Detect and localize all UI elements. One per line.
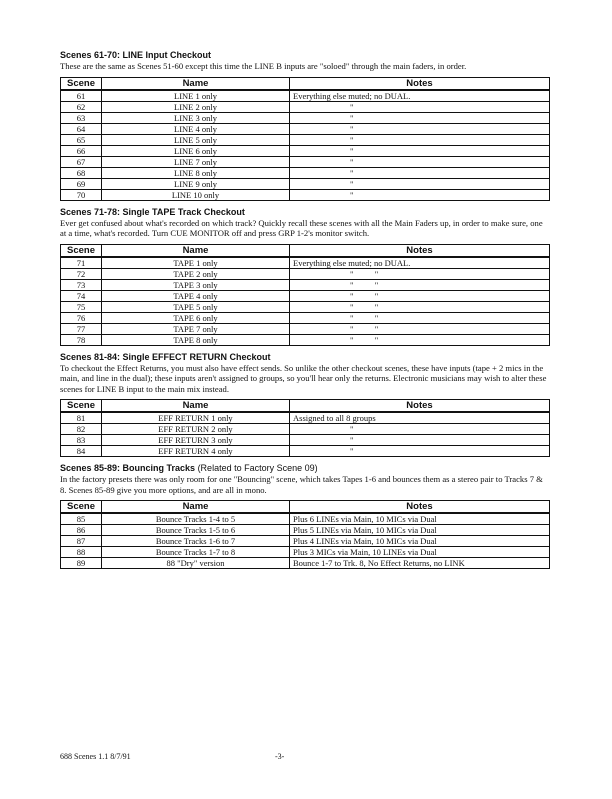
cell-notes: " " xyxy=(290,268,550,279)
cell-notes: Plus 6 LINEs via Main, 10 MICs via Dual xyxy=(290,513,550,525)
cell-notes: " " xyxy=(290,312,550,323)
section xyxy=(60,207,550,346)
table-row xyxy=(61,301,550,312)
table-row xyxy=(61,189,550,200)
table-header-row xyxy=(61,77,550,90)
cell-notes: " xyxy=(290,156,550,167)
header-scene: Scene xyxy=(61,400,102,413)
cell-notes: " " xyxy=(290,334,550,345)
section-title: Scenes 71-78: Single TAPE Track Checkout xyxy=(60,206,245,217)
cell-name: LINE 8 only xyxy=(102,167,290,178)
header-scene: Scene xyxy=(61,501,102,514)
table-row xyxy=(61,536,550,547)
cell-scene: 87 xyxy=(61,536,102,547)
cell-notes: " " xyxy=(290,279,550,290)
cell-notes: " xyxy=(290,178,550,189)
table-row xyxy=(61,167,550,178)
cell-scene: 74 xyxy=(61,290,102,301)
cell-scene: 65 xyxy=(61,134,102,145)
table-row xyxy=(61,446,550,457)
cell-name: TAPE 3 only xyxy=(102,279,290,290)
table-row xyxy=(61,323,550,334)
cell-notes: " xyxy=(290,112,550,123)
table-row xyxy=(61,145,550,156)
cell-name: EFF RETURN 3 only xyxy=(102,435,290,446)
cell-scene: 76 xyxy=(61,312,102,323)
table-row xyxy=(61,257,550,269)
cell-notes: " xyxy=(290,167,550,178)
cell-notes: " " xyxy=(290,301,550,312)
section-heading xyxy=(60,463,550,473)
cell-name: LINE 3 only xyxy=(102,112,290,123)
cell-scene: 83 xyxy=(61,435,102,446)
cell-notes: " xyxy=(290,435,550,446)
cell-name: Bounce Tracks 1-7 to 8 xyxy=(102,547,290,558)
cell-notes: Bounce 1-7 to Trk. 8, No Effect Returns, no LINK xyxy=(290,558,550,569)
table-row xyxy=(61,312,550,323)
cell-name: TAPE 7 only xyxy=(102,323,290,334)
section-subtitle: (Related to Factory Scene 09) xyxy=(195,463,318,473)
cell-name: TAPE 8 only xyxy=(102,334,290,345)
cell-notes: " xyxy=(290,145,550,156)
section xyxy=(60,463,550,569)
cell-scene: 82 xyxy=(61,424,102,435)
table-header-row xyxy=(61,244,550,257)
cell-notes: Everything else muted; no DUAL. xyxy=(290,257,550,269)
section-description: Ever get confused about what's recorded on which track? Quickly recall these scenes with all the Main Faders up, in order to make sure, one at a time, what's recorded. Turn CUE MONITOR off and press GRP 1-2's monitor switch. xyxy=(60,217,543,238)
cell-scene: 75 xyxy=(61,301,102,312)
cell-notes: " " xyxy=(290,323,550,334)
table-row xyxy=(61,268,550,279)
cell-notes: " xyxy=(290,123,550,134)
cell-name: EFF RETURN 1 only xyxy=(102,412,290,424)
header-name: Name xyxy=(102,244,290,257)
cell-scene: 78 xyxy=(61,334,102,345)
table-header-row xyxy=(61,501,550,514)
section-description: To checkout the Effect Returns, you must also have effect sends. So unlike the other checkout scenes, these have inputs (tape + 2 mics in the main, and line in the dual); these inputs aren't assigned to groups, so you'll hear only the returns. Electronic musicians may wish to alter these scenes for LINE B input to the main mix instead. xyxy=(60,362,547,394)
table-row xyxy=(61,178,550,189)
cell-notes: Plus 3 MICs via Main, 10 LINEs via Dual xyxy=(290,547,550,558)
footer-page-number: -3- xyxy=(275,752,285,761)
header-notes: Notes xyxy=(290,77,550,90)
cell-notes: " xyxy=(290,134,550,145)
cell-name: Bounce Tracks 1-5 to 6 xyxy=(102,525,290,536)
section-title: Scenes 81-84: Single EFFECT RETURN Checkout xyxy=(60,351,271,362)
cell-name: TAPE 6 only xyxy=(102,312,290,323)
cell-name: LINE 5 only xyxy=(102,134,290,145)
cell-scene: 61 xyxy=(61,90,102,102)
cell-scene: 85 xyxy=(61,513,102,525)
page xyxy=(60,50,550,575)
header-name: Name xyxy=(102,77,290,90)
scene-table xyxy=(60,500,550,569)
header-scene: Scene xyxy=(61,244,102,257)
scene-table xyxy=(60,399,550,457)
table-row xyxy=(61,101,550,112)
cell-notes: Assigned to all 8 groups xyxy=(290,412,550,424)
cell-name: EFF RETURN 4 only xyxy=(102,446,290,457)
cell-notes: " xyxy=(290,189,550,200)
cell-scene: 71 xyxy=(61,257,102,269)
cell-notes: " xyxy=(290,446,550,457)
cell-name: EFF RETURN 2 only xyxy=(102,424,290,435)
cell-name: LINE 9 only xyxy=(102,178,290,189)
table-row xyxy=(61,424,550,435)
table-row xyxy=(61,134,550,145)
section-description: In the factory presets there was only room for one "Bouncing" scene, which takes Tapes 1-6 and bounces them as a stereo pair to Tracks 7 & 8. Scenes 85-89 give you more options, and are all in mono. xyxy=(60,474,543,495)
cell-scene: 66 xyxy=(61,145,102,156)
cell-scene: 88 xyxy=(61,547,102,558)
cell-notes: " xyxy=(290,101,550,112)
cell-scene: 84 xyxy=(61,446,102,457)
cell-name: LINE 6 only xyxy=(102,145,290,156)
section-description: These are the same as Scenes 51-60 except this time the LINE B inputs are "soloed" through the main faders, in order. xyxy=(60,61,467,71)
cell-name: LINE 1 only xyxy=(102,90,290,102)
cell-scene: 86 xyxy=(61,525,102,536)
table-row xyxy=(61,123,550,134)
cell-scene: 81 xyxy=(61,412,102,424)
section-heading xyxy=(60,207,550,217)
table-row xyxy=(61,279,550,290)
table-row xyxy=(61,558,550,569)
header-notes: Notes xyxy=(290,244,550,257)
cell-scene: 73 xyxy=(61,279,102,290)
cell-scene: 64 xyxy=(61,123,102,134)
section-title: Scenes 61-70: LINE Input Checkout xyxy=(60,50,212,60)
table-row xyxy=(61,90,550,102)
section xyxy=(60,352,550,458)
cell-name: TAPE 4 only xyxy=(102,290,290,301)
cell-scene: 62 xyxy=(61,101,102,112)
table-row xyxy=(61,525,550,536)
table-row xyxy=(61,513,550,525)
table-row xyxy=(61,290,550,301)
section-title: Scenes 85-89: Bouncing Tracks xyxy=(60,463,196,473)
header-name: Name xyxy=(102,501,290,514)
table-row xyxy=(61,547,550,558)
table-header-row xyxy=(61,400,550,413)
cell-name: TAPE 5 only xyxy=(102,301,290,312)
cell-scene: 70 xyxy=(61,189,102,200)
cell-notes: Plus 4 LINEs via Main, 10 MICs via Dual xyxy=(290,536,550,547)
cell-scene: 72 xyxy=(61,268,102,279)
cell-scene: 68 xyxy=(61,167,102,178)
header-scene: Scene xyxy=(61,77,102,90)
table-row xyxy=(61,412,550,424)
cell-scene: 67 xyxy=(61,156,102,167)
section xyxy=(60,50,550,201)
cell-name: LINE 10 only xyxy=(102,189,290,200)
cell-name: 88 "Dry" version xyxy=(102,558,290,569)
cell-notes: Everything else muted; no DUAL. xyxy=(290,90,550,102)
cell-name: LINE 7 only xyxy=(102,156,290,167)
section-heading xyxy=(60,50,550,60)
header-notes: Notes xyxy=(290,400,550,413)
cell-name: TAPE 1 only xyxy=(102,257,290,269)
cell-name: TAPE 2 only xyxy=(102,268,290,279)
cell-notes: " xyxy=(290,424,550,435)
header-notes: Notes xyxy=(290,501,550,514)
scene-table xyxy=(60,244,550,346)
table-row xyxy=(61,435,550,446)
scene-table xyxy=(60,77,550,201)
cell-scene: 89 xyxy=(61,558,102,569)
cell-scene: 77 xyxy=(61,323,102,334)
cell-name: Bounce Tracks 1-4 to 5 xyxy=(102,513,290,525)
cell-name: LINE 2 only xyxy=(102,101,290,112)
table-row xyxy=(61,112,550,123)
cell-notes: Plus 5 LINEs via Main, 10 MICs via Dual xyxy=(290,525,550,536)
cell-scene: 63 xyxy=(61,112,102,123)
table-row xyxy=(61,334,550,345)
section-heading xyxy=(60,352,550,362)
footer-doc-info: 688 Scenes 1.1 8/7/91 xyxy=(60,752,131,761)
cell-scene: 69 xyxy=(61,178,102,189)
header-name: Name xyxy=(102,400,290,413)
table-row xyxy=(61,156,550,167)
cell-name: LINE 4 only xyxy=(102,123,290,134)
cell-name: Bounce Tracks 1-6 to 7 xyxy=(102,536,290,547)
cell-notes: " " xyxy=(290,290,550,301)
